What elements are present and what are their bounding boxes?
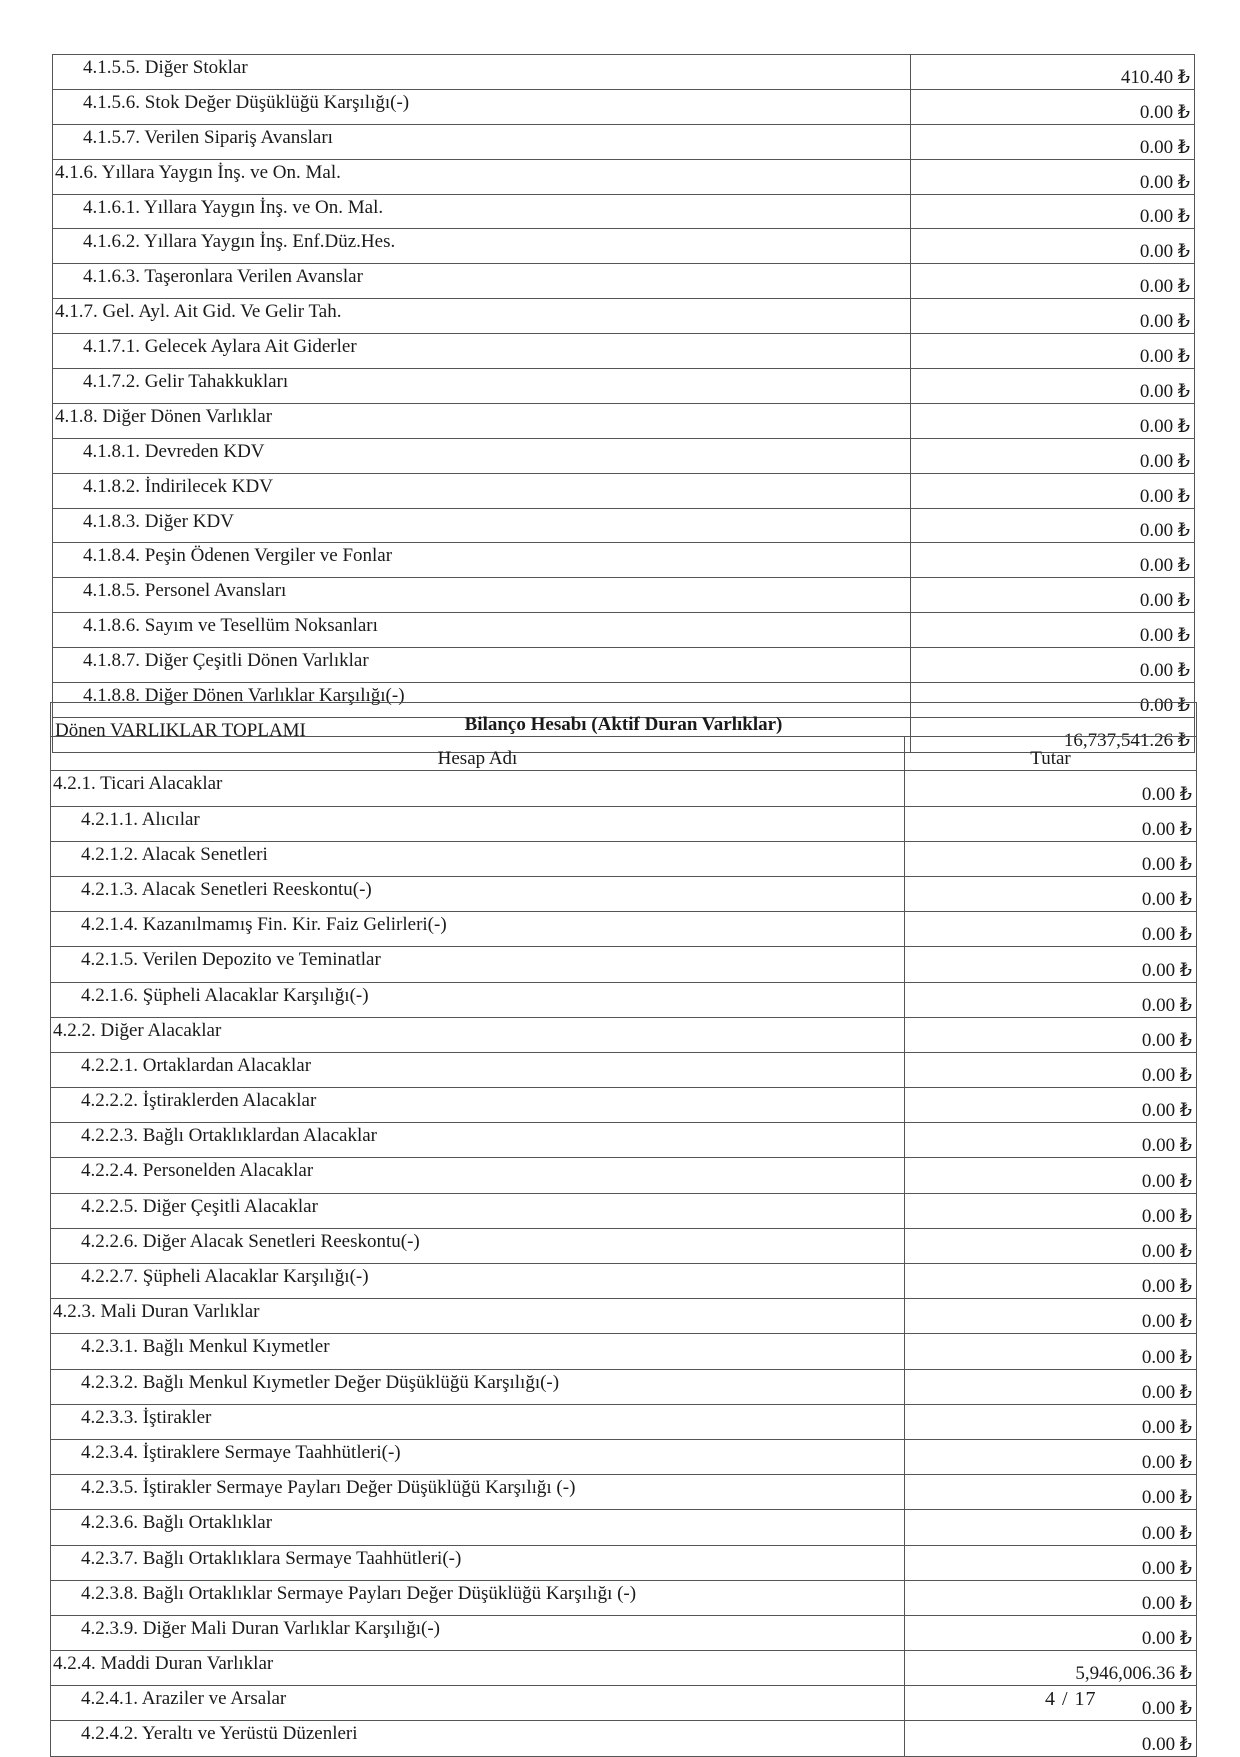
table-row (51, 1264, 1197, 1299)
column-header-account-name: Hesap Adı (51, 737, 905, 771)
account-amount: 0.00 ₺ (911, 124, 1195, 159)
table-row (51, 912, 1197, 947)
account-name: 4.2.2. Diğer Alacaklar (51, 1017, 905, 1052)
account-amount: 0.00 ₺ (905, 1088, 1197, 1123)
table-title: Bilanço Hesabı (Aktif Duran Varlıklar) (51, 703, 1197, 737)
account-name: 4.2.2.7. Şüpheli Alacaklar Karşılığı(-) (51, 1264, 905, 1299)
account-amount: 0.00 ₺ (905, 1299, 1197, 1334)
table-row (53, 334, 1195, 369)
current-assets-continued-table (52, 54, 1195, 753)
account-amount: 0.00 ₺ (911, 473, 1195, 508)
account-amount: 0.00 ₺ (905, 1545, 1197, 1580)
table-row (53, 124, 1195, 159)
account-name: 4.2.3.1. Bağlı Menkul Kıymetler (51, 1334, 905, 1369)
table-row (53, 89, 1195, 124)
table-row (53, 473, 1195, 508)
account-name: 4.1.5.7. Verilen Sipariş Avansları (53, 124, 911, 159)
account-name: 4.2.1.5. Verilen Depozito ve Teminatlar (51, 947, 905, 982)
table-row (51, 876, 1197, 911)
account-amount: 16,737,541.26 ₺ (911, 717, 1195, 752)
account-name: 4.2.1.3. Alacak Senetleri Reeskontu(-) (51, 876, 905, 911)
account-amount: 0.00 ₺ (911, 229, 1195, 264)
account-name: 4.2.1.1. Alıcılar (51, 806, 905, 841)
account-name: 4.1.8.7. Diğer Çeşitli Dönen Varlıklar (53, 648, 911, 683)
table-row (51, 1158, 1197, 1193)
account-amount: 0.00 ₺ (905, 1158, 1197, 1193)
account-name: 4.2.1.6. Şüpheli Alacaklar Karşılığı(-) (51, 982, 905, 1017)
account-amount: 0.00 ₺ (911, 613, 1195, 648)
non-current-assets-rows (51, 771, 1197, 1756)
account-amount: 0.00 ₺ (905, 1369, 1197, 1404)
table-row (51, 1369, 1197, 1404)
account-name: 4.1.6. Yıllara Yaygın İnş. ve On. Mal. (53, 159, 911, 194)
account-amount: 0.00 ₺ (905, 1017, 1197, 1052)
account-amount: 0.00 ₺ (911, 299, 1195, 334)
table-header-row (51, 737, 1197, 771)
account-amount: 0.00 ₺ (905, 1475, 1197, 1510)
account-amount: 0.00 ₺ (905, 806, 1197, 841)
table-row (51, 1475, 1197, 1510)
account-name: 4.2.2.5. Diğer Çeşitli Alacaklar (51, 1193, 905, 1228)
table-row (51, 1299, 1197, 1334)
account-amount: 0.00 ₺ (911, 578, 1195, 613)
account-amount: 0.00 ₺ (911, 369, 1195, 404)
account-amount: 0.00 ₺ (911, 264, 1195, 299)
account-amount: 410.40 ₺ (911, 55, 1195, 90)
table-row (51, 1088, 1197, 1123)
table-row (53, 159, 1195, 194)
account-name: 4.2.3. Mali Duran Varlıklar (51, 1299, 905, 1334)
account-name: 4.2.1.2. Alacak Senetleri (51, 841, 905, 876)
column-header-amount: Tutar (905, 737, 1197, 771)
account-name: 4.2.4.1. Araziler ve Arsalar (51, 1686, 905, 1721)
table-row (51, 1123, 1197, 1158)
table-row (53, 55, 1195, 90)
account-name: 4.2.2.6. Diğer Alacak Senetleri Reeskontu(-) (51, 1228, 905, 1263)
table-row (53, 194, 1195, 229)
account-name: 4.1.6.3. Taşeronlara Verilen Avanslar (53, 264, 911, 299)
account-amount: 0.00 ₺ (905, 1439, 1197, 1474)
account-name: 4.2.3.4. İştiraklere Sermaye Taahhütleri(-) (51, 1439, 905, 1474)
account-name: 4.1.6.1. Yıllara Yaygın İnş. ve On. Mal. (53, 194, 911, 229)
account-amount: 0.00 ₺ (905, 1721, 1197, 1756)
table-row (51, 1686, 1197, 1721)
table-row (51, 1580, 1197, 1615)
table-row (53, 613, 1195, 648)
account-name: 4.1.7.2. Gelir Tahakkukları (53, 369, 911, 404)
account-amount: 0.00 ₺ (911, 403, 1195, 438)
account-amount: 0.00 ₺ (911, 438, 1195, 473)
account-amount: 0.00 ₺ (911, 683, 1195, 718)
account-name: 4.2.4. Maddi Duran Varlıklar (51, 1651, 905, 1686)
account-name: 4.1.8. Diğer Dönen Varlıklar (53, 403, 911, 438)
page-number: 4 / 17 (1045, 1688, 1097, 1710)
table-row (51, 1017, 1197, 1052)
account-name: 4.1.8.2. İndirilecek KDV (53, 473, 911, 508)
account-amount: 0.00 ₺ (905, 1193, 1197, 1228)
account-name: 4.2.3.8. Bağlı Ortaklıklar Sermaye Payları Değer Düşüklüğü Karşılığı (-) (51, 1580, 905, 1615)
account-name: 4.1.7.1. Gelecek Aylara Ait Giderler (53, 334, 911, 369)
account-amount: 0.00 ₺ (911, 334, 1195, 369)
account-amount: 0.00 ₺ (911, 543, 1195, 578)
table-row (53, 299, 1195, 334)
table-row (51, 771, 1197, 806)
account-amount: 0.00 ₺ (911, 159, 1195, 194)
table-row (51, 1721, 1197, 1756)
table-row (51, 982, 1197, 1017)
account-amount: 0.00 ₺ (905, 1052, 1197, 1087)
account-name: 4.1.5.5. Diğer Stoklar (53, 55, 911, 90)
account-amount: 0.00 ₺ (911, 648, 1195, 683)
table-row (51, 1439, 1197, 1474)
table-row (51, 841, 1197, 876)
account-name: 4.2.2.2. İştiraklerden Alacaklar (51, 1088, 905, 1123)
account-amount: 0.00 ₺ (905, 771, 1197, 806)
account-name: 4.1.7. Gel. Ayl. Ait Gid. Ve Gelir Tah. (53, 299, 911, 334)
table-row (53, 403, 1195, 438)
table-row (51, 806, 1197, 841)
account-amount: 0.00 ₺ (911, 194, 1195, 229)
account-name: 4.2.2.3. Bağlı Ortaklıklardan Alacaklar (51, 1123, 905, 1158)
table-title-row (51, 703, 1197, 737)
account-name: 4.1.8.8. Diğer Dönen Varlıklar Karşılığı(-) (53, 683, 911, 718)
table-row (53, 648, 1195, 683)
table-row (51, 1334, 1197, 1369)
table-row (51, 1193, 1197, 1228)
table-row (51, 1615, 1197, 1650)
account-name: 4.2.1.4. Kazanılmamış Fin. Kir. Faiz Gelirleri(-) (51, 912, 905, 947)
table-row (53, 264, 1195, 299)
account-amount: 0.00 ₺ (905, 1580, 1197, 1615)
current-assets-rows (53, 55, 1195, 753)
account-name: 4.2.3.5. İştirakler Sermaye Payları Değer Düşüklüğü Karşılığı (-) (51, 1475, 905, 1510)
account-amount: 0.00 ₺ (905, 912, 1197, 947)
account-name: 4.1.8.1. Devreden KDV (53, 438, 911, 473)
table-row (51, 1651, 1197, 1686)
account-name: 4.1.8.6. Sayım ve Tesellüm Noksanları (53, 613, 911, 648)
account-amount: 0.00 ₺ (905, 947, 1197, 982)
account-name: 4.2.3.6. Bağlı Ortaklıklar (51, 1510, 905, 1545)
account-name: 4.2.3.9. Diğer Mali Duran Varlıklar Karşılığı(-) (51, 1615, 905, 1650)
account-amount: 0.00 ₺ (905, 1615, 1197, 1650)
table-row (53, 543, 1195, 578)
account-amount: 0.00 ₺ (911, 508, 1195, 543)
account-amount: 0.00 ₺ (905, 1228, 1197, 1263)
table-row (51, 1404, 1197, 1439)
table-row (51, 1510, 1197, 1545)
account-amount: 0.00 ₺ (905, 1264, 1197, 1299)
account-amount: 0.00 ₺ (905, 1123, 1197, 1158)
account-name: 4.1.8.4. Peşin Ödenen Vergiler ve Fonlar (53, 543, 911, 578)
account-name: 4.2.3.3. İştirakler (51, 1404, 905, 1439)
table-row (51, 1228, 1197, 1263)
account-amount: 0.00 ₺ (905, 1334, 1197, 1369)
table-row (51, 1052, 1197, 1087)
table-row (51, 1545, 1197, 1580)
account-name: 4.1.6.2. Yıllara Yaygın İnş. Enf.Düz.Hes. (53, 229, 911, 264)
account-name: 4.1.5.6. Stok Değer Düşüklüğü Karşılığı(-) (53, 89, 911, 124)
account-amount: 5,946,006.36 ₺ (905, 1651, 1197, 1686)
account-name: 4.1.8.5. Personel Avansları (53, 578, 911, 613)
non-current-assets-table (50, 702, 1197, 1757)
account-amount: 0.00 ₺ (911, 89, 1195, 124)
account-amount: 0.00 ₺ (905, 876, 1197, 911)
account-amount: 0.00 ₺ (905, 982, 1197, 1017)
account-name: 4.2.1. Ticari Alacaklar (51, 771, 905, 806)
account-name: 4.2.3.7. Bağlı Ortaklıklara Sermaye Taahhütleri(-) (51, 1545, 905, 1580)
table-row (53, 578, 1195, 613)
account-amount: 0.00 ₺ (905, 841, 1197, 876)
account-amount: 0.00 ₺ (905, 1404, 1197, 1439)
account-name: 4.2.3.2. Bağlı Menkul Kıymetler Değer Düşüklüğü Karşılığı(-) (51, 1369, 905, 1404)
account-name: Dönen VARLIKLAR TOPLAMI (53, 717, 911, 752)
account-amount: 0.00 ₺ (905, 1510, 1197, 1545)
account-name: 4.1.8.3. Diğer KDV (53, 508, 911, 543)
account-name: 4.2.2.1. Ortaklardan Alacaklar (51, 1052, 905, 1087)
account-amount: 0.00 ₺ (905, 1686, 1197, 1721)
account-name: 4.2.2.4. Personelden Alacaklar (51, 1158, 905, 1193)
table-row (53, 369, 1195, 404)
table-row (51, 947, 1197, 982)
account-name: 4.2.4.2. Yeraltı ve Yerüstü Düzenleri (51, 1721, 905, 1756)
table-row (53, 438, 1195, 473)
table-row (53, 229, 1195, 264)
table-row (53, 508, 1195, 543)
